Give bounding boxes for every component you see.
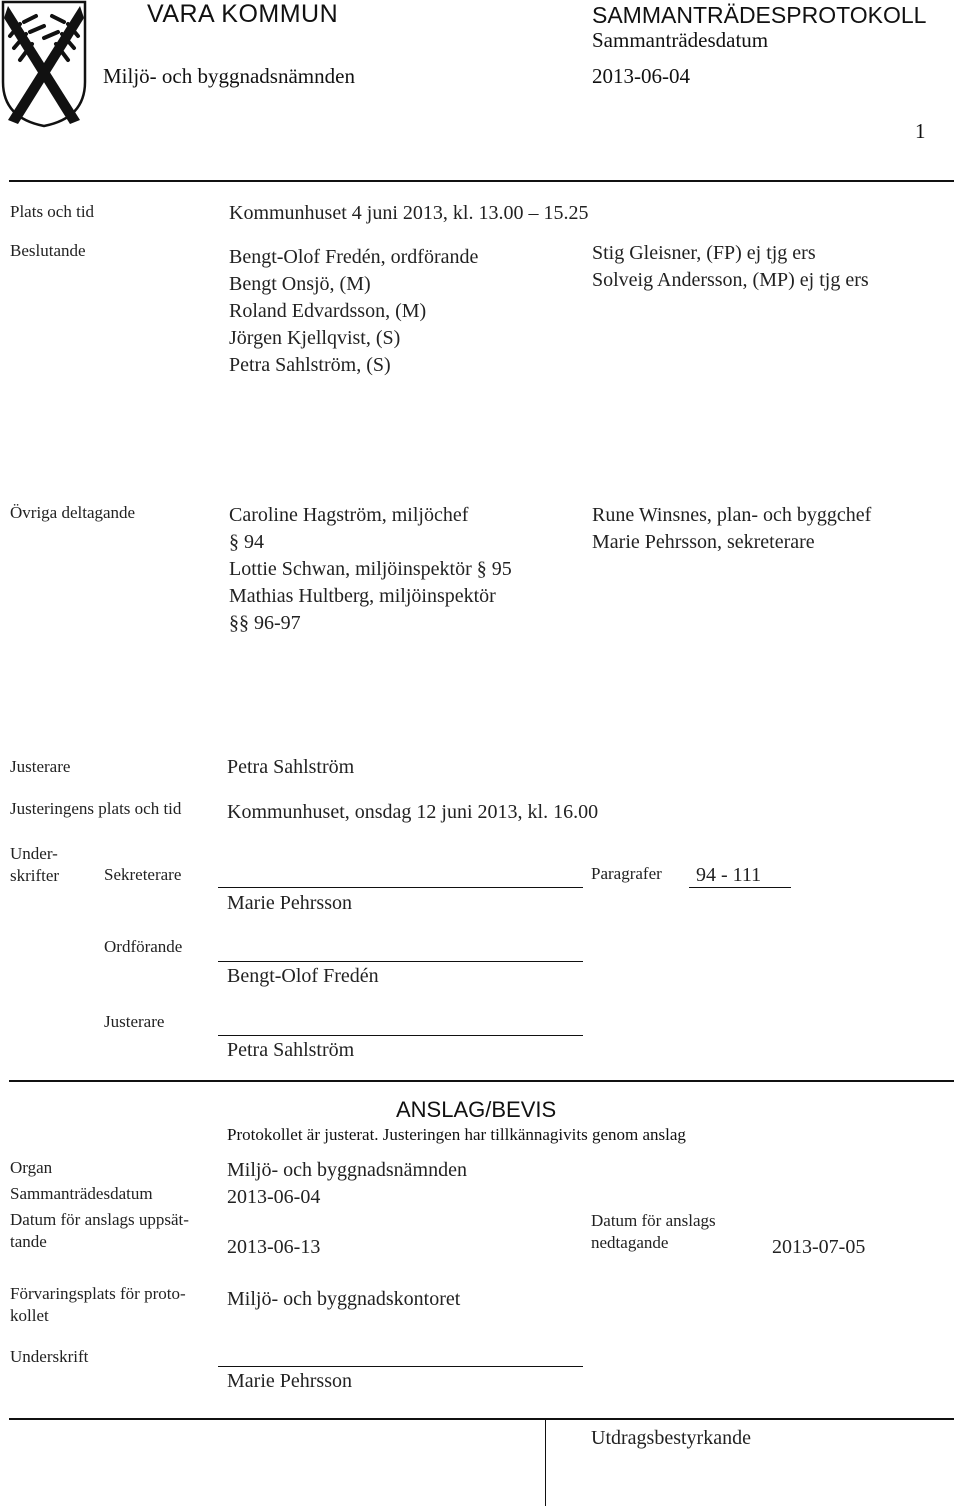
deciding-members-right — [592, 240, 869, 294]
storage-label — [10, 1283, 186, 1327]
deciding-member: Bengt Onsjö, (M) — [229, 273, 371, 295]
participant: Caroline Hagström, miljöchef — [229, 504, 469, 526]
removed-date-label-line: nedtagande — [591, 1233, 669, 1252]
deciding-member: Roland Edvardsson, (M) — [229, 300, 427, 322]
place-time-label: Plats och tid — [10, 202, 95, 221]
notice-signature-line — [218, 1366, 583, 1367]
certification-box-top — [9, 1418, 954, 1420]
notice-subtitle: Protokollet är justerat. Justeringen har tillkännagivits genom anslag — [227, 1125, 686, 1144]
organ-label: Organ — [10, 1158, 53, 1177]
removed-date-value: 2013-07-05 — [772, 1236, 866, 1258]
participant: § 94 — [229, 531, 264, 553]
posted-date-label — [10, 1209, 189, 1253]
deciding-label: Beslutande — [10, 241, 86, 260]
storage-label-line: kollet — [10, 1306, 49, 1325]
removed-date-label-line: Datum för anslags — [591, 1211, 716, 1230]
organ-value: Miljö- och byggnadsnämnden — [227, 1159, 467, 1181]
posted-date-label-line: Datum för anslags uppsät- — [10, 1210, 189, 1229]
secretary-signature-line — [218, 887, 583, 888]
deciding-members-left — [229, 244, 478, 379]
notice-signature-name: Marie Pehrsson — [227, 1370, 352, 1392]
municipal-coat-of-arms — [0, 0, 88, 128]
signatures-label-line: skrifter — [10, 866, 60, 885]
participant: Marie Pehrsson, sekreterare — [592, 531, 815, 553]
deciding-member: Stig Gleisner, (FP) ej tjg ers — [592, 242, 816, 264]
page-number: 1 — [915, 119, 926, 143]
meeting-date: 2013-06-04 — [592, 64, 690, 88]
notice-signature-label: Underskrift — [10, 1347, 89, 1366]
certified-extract-label: Utdragsbestyrkande — [591, 1427, 751, 1449]
deciding-member: Bengt-Olof Fredén, ordförande — [229, 246, 479, 268]
paragraphs-underline — [689, 887, 791, 888]
certification-box-left — [545, 1419, 546, 1506]
signatures-label-line: Under- — [10, 844, 58, 863]
meeting-date-label: Sammanträdesdatum — [592, 28, 769, 52]
adjuster-signature-name: Petra Sahlström — [227, 1039, 355, 1061]
deciding-member: Petra Sahlström, (S) — [229, 354, 391, 376]
posted-date-label-line: tande — [10, 1232, 47, 1251]
place-time-value: Kommunhuset 4 juni 2013, kl. 13.00 – 15.25 — [229, 202, 589, 224]
chair-name: Bengt-Olof Fredén — [227, 965, 379, 987]
participant: Rune Winsnes, plan- och byggchef — [592, 504, 872, 526]
adjuster-value: Petra Sahlström — [227, 756, 355, 778]
participant: Lottie Schwan, miljöinspektör § 95 — [229, 558, 512, 580]
other-participants-left — [229, 502, 512, 637]
removed-date-label — [591, 1210, 716, 1254]
posted-date-value: 2013-06-13 — [227, 1236, 321, 1258]
notice-title: ANSLAG/BEVIS — [396, 1097, 557, 1122]
adjustment-place-value: Kommunhuset, onsdag 12 juni 2013, kl. 16.00 — [227, 801, 599, 823]
header-divider — [9, 180, 954, 182]
chair-label: Ordförande — [104, 937, 183, 956]
adjuster-signature-label: Justerare — [104, 1012, 165, 1031]
notice-divider — [9, 1080, 954, 1082]
secretary-name: Marie Pehrsson — [227, 892, 352, 914]
other-participants-label: Övriga deltagande — [10, 503, 136, 522]
signatures-label — [10, 843, 59, 887]
paragraphs-value: 94 - 111 — [696, 864, 762, 886]
document-type: SAMMANTRÄDESPROTOKOLL — [592, 2, 927, 28]
adjuster-label: Justerare — [10, 757, 71, 776]
storage-label-line: Förvaringsplats för proto- — [10, 1284, 186, 1303]
notice-meeting-date-label: Sammanträdesdatum — [10, 1184, 153, 1203]
chair-signature-line — [218, 961, 583, 962]
participant: Mathias Hultberg, miljöinspektör — [229, 585, 496, 607]
deciding-member: Solveig Andersson, (MP) ej tjg ers — [592, 269, 869, 291]
deciding-member: Jörgen Kjellqvist, (S) — [229, 327, 401, 349]
committee-name: Miljö- och byggnadsnämnden — [103, 64, 355, 88]
notice-meeting-date-value: 2013-06-04 — [227, 1186, 321, 1208]
paragraphs-label: Paragrafer — [591, 864, 662, 883]
adjuster-signature-line — [218, 1035, 583, 1036]
participant: §§ 96-97 — [229, 612, 301, 634]
secretary-label: Sekreterare — [104, 865, 182, 884]
municipality-name: VARA KOMMUN — [147, 0, 339, 28]
adjustment-place-label: Justeringens plats och tid — [10, 799, 182, 818]
storage-value: Miljö- och byggnadskontoret — [227, 1288, 461, 1310]
other-participants-right — [592, 502, 871, 556]
